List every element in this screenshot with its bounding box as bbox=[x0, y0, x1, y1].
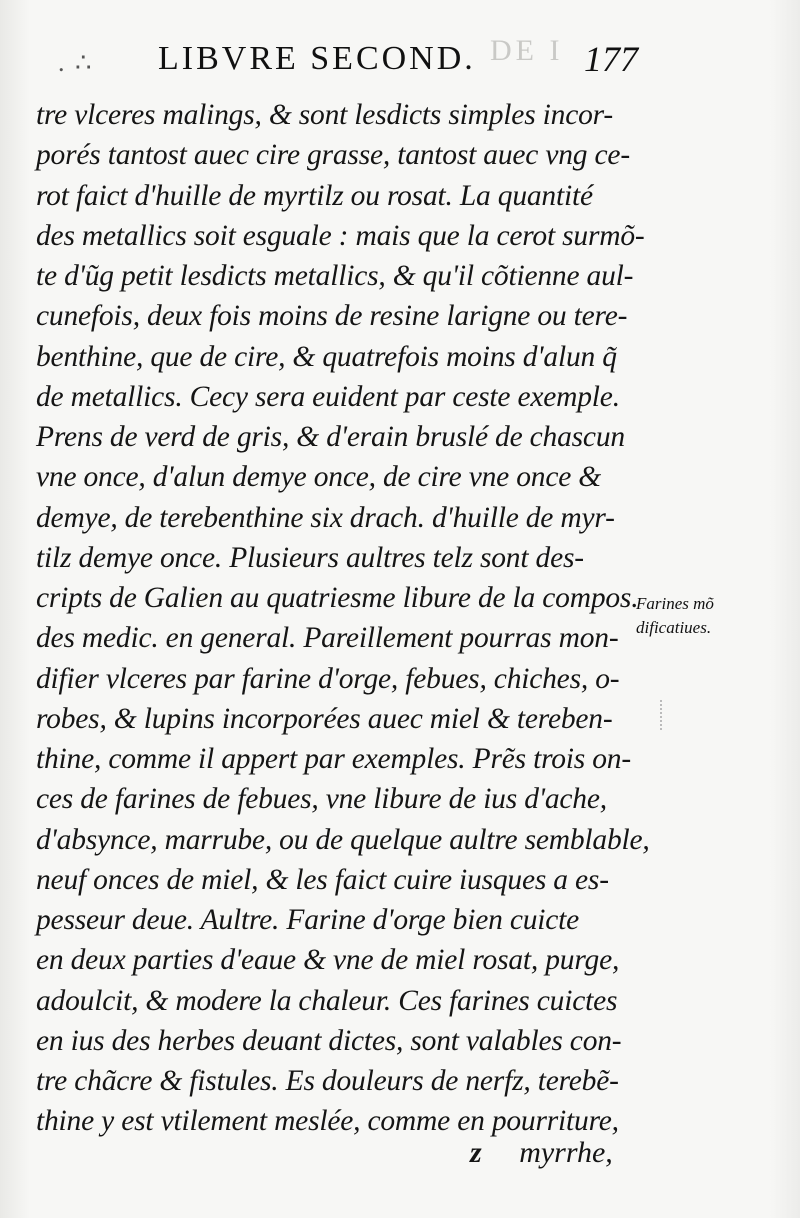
text-line: benthine, que de cire, & quatrefois moins d'alun q̃ bbox=[36, 340, 617, 373]
text-line: ces de farines de febues, vne libure de ius d'ache, bbox=[36, 783, 607, 816]
text-line: vne once, d'alun demye once, de cire vne once & bbox=[36, 461, 602, 494]
text-line: tre chãcre & fistules. Es douleurs de nerfz, terebẽ- bbox=[36, 1065, 619, 1097]
text-line: robes, & lupins incorporées auec miel & tereben- bbox=[36, 702, 613, 735]
header-ornament: . ∴ bbox=[58, 48, 94, 77]
text-line: neuf onces de miel, & les faict cuire iusques a es- bbox=[36, 863, 609, 896]
margin-note-line: Farines mõ bbox=[636, 594, 714, 613]
catchword-line bbox=[470, 1136, 630, 1170]
text-line: porés tantost auec cire grasse, tantost auec vng ce- bbox=[36, 139, 630, 172]
text-line: pesseur deue. Aultre. Farine d'orge bien cuicte bbox=[36, 904, 580, 936]
signature-mark: z bbox=[470, 1136, 482, 1169]
text-line: cripts de Galien au quatriesme libure de la compos. bbox=[36, 582, 639, 614]
text-line: thine y est vtilement meslée, comme en pourriture, bbox=[36, 1105, 619, 1138]
page-number: 177 bbox=[584, 39, 638, 79]
text-line: Prens de verd de gris, & d'erain bruslé de chascun bbox=[36, 421, 625, 453]
text-line: demye, de terebenthine six drach. d'huille de myr- bbox=[36, 501, 615, 534]
text-line: tre vlceres malings, & sont lesdicts simples incor- bbox=[36, 99, 613, 131]
text-line: difier vlceres par farine d'orge, febues, chiches, o- bbox=[36, 662, 620, 695]
text-line: d'absynce, marrube, ou de quelque aultre semblable, bbox=[36, 823, 650, 856]
margin-note bbox=[636, 592, 746, 640]
text-line: te d'ũg petit lesdicts metallics, & qu'il cõtienne aul- bbox=[36, 260, 634, 292]
margin-mark bbox=[660, 700, 664, 730]
text-line: tilz demye once. Plusieurs aultres telz sont des- bbox=[36, 541, 584, 574]
text-line: en deux parties d'eaue & vne de miel rosat, purge, bbox=[36, 944, 620, 977]
text-line: thine, comme il appert par exemples. Prẽs trois on- bbox=[36, 743, 631, 775]
text-line: cunefois, deux fois moins de resine larigne ou tere- bbox=[36, 300, 628, 333]
text-line: des metallics soit esguale : mais que la cerot surmõ- bbox=[36, 219, 645, 252]
running-title: LIBVRE SECOND. bbox=[158, 40, 476, 77]
catchword: myrrhe, bbox=[519, 1136, 613, 1169]
text-line: en ius des herbes deuant dictes, sont valables con- bbox=[36, 1024, 622, 1057]
text-line: adoulcit, & modere la chaleur. Ces farines cuictes bbox=[36, 984, 618, 1017]
running-header bbox=[38, 38, 638, 88]
margin-note-line: dificatiues. bbox=[636, 618, 712, 637]
text-line: rot faict d'huille de myrtilz ou rosat. La quantité bbox=[36, 179, 593, 212]
body-text bbox=[36, 95, 650, 1142]
text-line: des medic. en general. Pareillement pourras mon- bbox=[36, 622, 619, 655]
bleed-through-header: DE I bbox=[490, 34, 564, 67]
text-line: de metallics. Cecy sera euident par ceste exemple. bbox=[36, 380, 620, 413]
